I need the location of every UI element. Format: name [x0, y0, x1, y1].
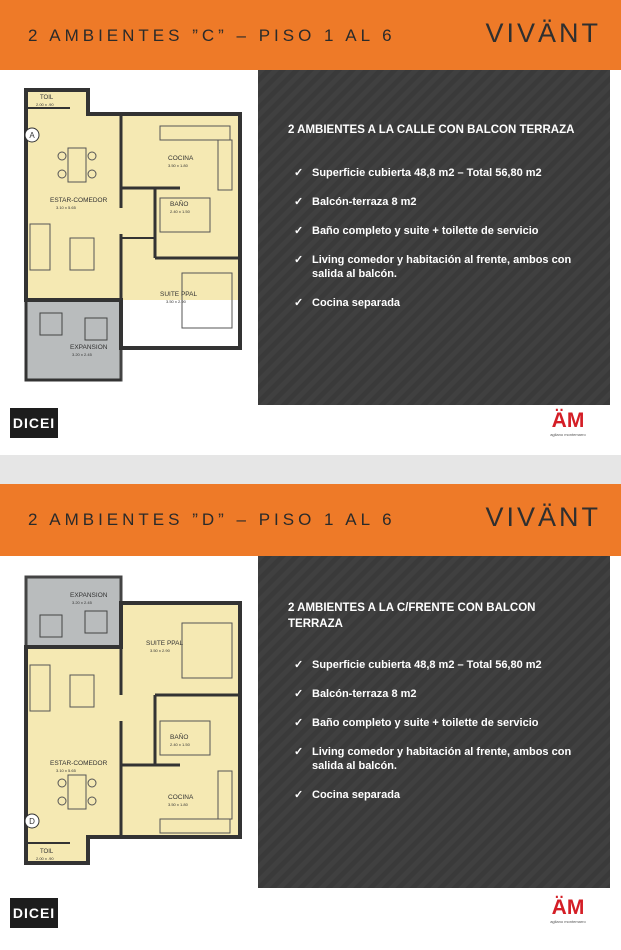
check-icon: ✓: [294, 688, 304, 700]
room-toilet: TOIL: [40, 849, 54, 855]
room-expansion-dim: 3.20 x 2.45: [72, 600, 92, 605]
features-heading: 2 AMBIENTES A LA CALLE CON BALCON TERRAZA: [288, 124, 575, 136]
room-suite: SUITE PPAL: [146, 640, 184, 647]
header-bar: [0, 484, 621, 556]
dicei-logo: DICEI: [10, 408, 58, 438]
dicei-logo: DICEI: [10, 898, 58, 928]
room-estar: ESTAR-COMEDOR: [50, 760, 108, 767]
room-toilet-dim: 2.00 x .90: [36, 856, 54, 861]
feature-item: ✓ Cocina separada: [294, 297, 401, 309]
features-panel: [258, 556, 610, 888]
feature-list: [294, 166, 594, 325]
room-bano: BAÑO: [170, 201, 189, 208]
am-logo: ÄM agliano montemarro: [550, 409, 586, 437]
room-estar-dim: 3.10 x 5.65: [56, 768, 76, 773]
room-expansion: EXPANSION: [70, 592, 108, 599]
brand-logo: VIVÄNT: [485, 502, 601, 532]
room-suite: SUITE PPAL: [160, 291, 198, 298]
am-logo: ÄM agliano montemarro: [550, 896, 586, 924]
room-estar: ESTAR-COMEDOR: [50, 197, 108, 204]
feature-item: ✓ Baño completo y suite + toilette de servicio: [294, 225, 539, 237]
slide-unit-c: [0, 0, 621, 455]
feature-item: ✓ Living comedor y habitación al frente, ambos con salida al balcón.: [294, 746, 572, 772]
check-icon: ✓: [294, 167, 304, 179]
features-heading: 2 AMBIENTES A LA C/FRENTE CON BALCON TERRAZA: [288, 602, 536, 630]
slide-title: 2 AMBIENTES ”D” – PISO 1 AL 6: [28, 510, 396, 529]
check-icon: ✓: [294, 717, 304, 729]
unit-letter: A: [29, 131, 35, 140]
feature-list: [294, 658, 594, 817]
floor-plan: [10, 88, 246, 384]
feature-item: ✓ Balcón-terraza 8 m2: [294, 688, 417, 700]
feature-item: ✓ Superficie cubierta 48,8 m2 – Total 56,80 m2: [294, 659, 542, 671]
feature-item: ✓ Superficie cubierta 48,8 m2 – Total 56,80 m2: [294, 167, 542, 179]
feature-item: ✓ Balcón-terraza 8 m2: [294, 196, 417, 208]
room-cocina-dim: 3.50 x 1.80: [168, 802, 188, 807]
room-bano: BAÑO: [170, 734, 189, 741]
header-bar: [0, 0, 621, 70]
feature-item: ✓ Baño completo y suite + toilette de servicio: [294, 717, 539, 729]
unit-letter: D: [29, 817, 35, 826]
room-expansion: EXPANSION: [70, 344, 108, 351]
room-cocina: COCINA: [168, 794, 194, 801]
room-cocina-dim: 3.50 x 1.80: [168, 163, 188, 168]
feature-item: ✓ Living comedor y habitación al frente, ambos con salida al balcón.: [294, 254, 572, 280]
room-bano-dim: 2.40 x 1.50: [170, 209, 190, 214]
room-suite-dim: 3.50 x 2.90: [166, 299, 186, 304]
brand-logo: VIVÄNT: [485, 18, 601, 48]
features-panel: [258, 70, 610, 405]
room-cocina: COCINA: [168, 155, 194, 162]
room-toilet-dim: 2.00 x .90: [36, 102, 54, 107]
check-icon: ✓: [294, 746, 304, 758]
check-icon: ✓: [294, 225, 304, 237]
room-expansion-dim: 3.20 x 2.45: [72, 352, 92, 357]
check-icon: ✓: [294, 254, 304, 266]
floor-plan: [10, 575, 246, 867]
slide-title: 2 AMBIENTES ”C” – PISO 1 AL 6: [28, 26, 396, 45]
check-icon: ✓: [294, 789, 304, 801]
feature-item: ✓ Cocina separada: [294, 789, 401, 801]
check-icon: ✓: [294, 297, 304, 309]
check-icon: ✓: [294, 196, 304, 208]
room-suite-dim: 3.50 x 2.90: [150, 648, 170, 653]
check-icon: ✓: [294, 659, 304, 671]
room-bano-dim: 2.40 x 1.50: [170, 742, 190, 747]
room-estar-dim: 3.10 x 5.65: [56, 205, 76, 210]
room-toilet: TOIL: [40, 95, 54, 101]
